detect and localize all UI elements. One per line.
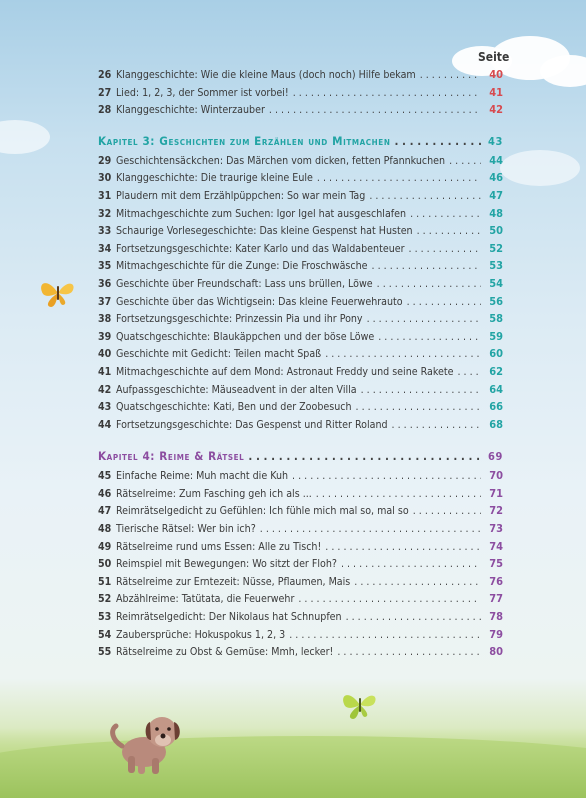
entry-title: Klanggeschichte: Winterzauber — [116, 104, 265, 117]
chapter-heading[interactable] — [98, 130, 503, 152]
entry-page: 79 — [489, 627, 503, 641]
entry-page: 60 — [489, 347, 503, 361]
entry-number: 27 — [98, 86, 112, 99]
dot-leader — [361, 382, 481, 400]
toc-entry[interactable] — [98, 416, 503, 434]
toc-entry[interactable] — [98, 257, 503, 275]
entry-page: 52 — [489, 241, 503, 255]
entry-number: 31 — [98, 189, 112, 202]
toc-entry[interactable] — [98, 187, 503, 205]
toc-entry[interactable] — [98, 240, 503, 258]
entry-number: 32 — [98, 207, 112, 220]
entry-number: 37 — [98, 295, 112, 308]
chapter-heading[interactable] — [98, 445, 503, 467]
dot-leader — [293, 85, 481, 103]
entry-page: 58 — [489, 312, 503, 326]
dot-leader — [420, 67, 481, 85]
entry-title: Mitmachgeschichte für die Zunge: Die Froschwäsche — [116, 260, 368, 273]
entry-title: Rätselreime zur Erntezeit: Nüsse, Pflaumen, Mais — [116, 575, 351, 588]
entry-page: 42 — [489, 103, 503, 117]
dot-leader — [410, 206, 481, 224]
entry-title: Abzählreime: Tatütata, die Feuerwehr — [116, 593, 295, 606]
dot-leader — [449, 153, 481, 171]
table-of-contents — [98, 66, 503, 661]
entry-page: 71 — [489, 486, 503, 500]
entry-page: 47 — [489, 188, 503, 202]
toc-entry[interactable] — [98, 293, 503, 311]
toc-entry[interactable] — [98, 643, 503, 661]
toc-entry[interactable] — [98, 275, 503, 293]
dot-leader — [248, 445, 481, 467]
dot-leader — [367, 311, 481, 329]
entry-page: 70 — [489, 469, 503, 483]
butterfly-icon — [38, 276, 78, 310]
toc-entry[interactable] — [98, 66, 503, 84]
entry-title: Mitmachgeschichte zum Suchen: Igor Igel hat ausgeschlafen — [116, 207, 407, 220]
entry-page: 78 — [489, 610, 503, 624]
toc-entry[interactable] — [98, 310, 503, 328]
dot-leader — [409, 241, 481, 259]
toc-entry[interactable] — [98, 381, 503, 399]
dot-leader — [377, 276, 481, 294]
dot-leader — [354, 574, 481, 592]
entry-page: 40 — [489, 68, 503, 81]
toc-entry[interactable] — [98, 467, 503, 485]
dot-leader — [337, 644, 481, 662]
entry-title: Geschichte über das Wichtigsein: Das kleine Feuerwehrauto — [116, 295, 403, 308]
entry-page: 41 — [489, 85, 503, 99]
entry-title: Rätselreime rund ums Essen: Alle zu Tisch! — [116, 540, 322, 553]
entry-page: 46 — [489, 171, 503, 185]
dot-leader — [325, 346, 481, 364]
entry-page: 74 — [489, 539, 503, 553]
dot-leader — [356, 399, 481, 417]
chapter-page: 69 — [488, 450, 503, 464]
entry-title: Aufpassgeschichte: Mäuseadvent in der alten Villa — [116, 383, 357, 396]
entry-page: 54 — [489, 276, 503, 290]
dot-leader — [407, 294, 481, 312]
toc-entry[interactable] — [98, 101, 503, 119]
toc-entry[interactable] — [98, 169, 503, 187]
dot-leader — [269, 102, 481, 120]
entry-page: 62 — [489, 364, 503, 378]
toc-entry[interactable] — [98, 485, 503, 503]
entry-number: 51 — [98, 575, 112, 588]
chapter-page: 43 — [488, 134, 503, 148]
entry-title: Geschichte über Freundschaft: Lass uns brüllen, Löwe — [116, 277, 373, 290]
entry-title: Reimrätselgedicht zu Gefühlen: Ich fühle mich mal so, mal so — [116, 505, 409, 518]
entry-number: 41 — [98, 365, 112, 378]
toc-entry[interactable] — [98, 608, 503, 626]
dot-leader — [341, 556, 481, 574]
toc-entry[interactable] — [98, 590, 503, 608]
toc-entry[interactable] — [98, 345, 503, 363]
toc-entry[interactable] — [98, 502, 503, 520]
toc-entry[interactable] — [98, 538, 503, 556]
dot-leader — [413, 503, 481, 521]
entry-title: Rätselreime: Zum Fasching geh ich als ... — [116, 487, 312, 500]
toc-entry[interactable] — [98, 152, 503, 170]
dot-leader — [292, 468, 481, 486]
entry-page: 73 — [489, 522, 503, 536]
entry-title: Schaurige Vorlesegeschichte: Das kleine Gespenst hat Husten — [116, 225, 413, 238]
entry-title: Quatschgeschichte: Kati, Ben und der Zoobesuch — [116, 401, 352, 414]
entry-number: 45 — [98, 470, 112, 483]
toc-entry[interactable] — [98, 398, 503, 416]
entry-title: Fortsetzungsgeschichte: Kater Karlo und das Waldabenteuer — [116, 242, 405, 255]
toc-entry[interactable] — [98, 205, 503, 223]
entry-number: 28 — [98, 104, 112, 117]
entry-number: 40 — [98, 348, 112, 361]
entry-title: Fortsetzungsgeschichte: Das Gespenst und Ritter Roland — [116, 418, 388, 431]
dot-leader — [394, 130, 481, 152]
dot-leader — [289, 627, 481, 645]
dot-leader — [378, 329, 481, 347]
entry-title: Tierische Rätsel: Wer bin ich? — [116, 523, 256, 536]
entry-page: 68 — [489, 417, 503, 431]
entry-title: Lied: 1, 2, 3, der Sommer ist vorbei! — [116, 86, 289, 99]
chapter-title: Kapitel 3: Geschichten zum Erzählen und Mitmachen — [98, 133, 391, 148]
toc-entry[interactable] — [98, 555, 503, 573]
entry-page: 53 — [489, 259, 503, 273]
entry-page: 44 — [489, 153, 503, 167]
entry-title: Geschichte mit Gedicht: Teilen macht Spaß — [116, 348, 322, 361]
entry-title: Klanggeschichte: Wie die kleine Maus (doch noch) Hilfe bekam — [116, 69, 416, 81]
entry-number: 42 — [98, 383, 112, 396]
toc-entry[interactable] — [98, 84, 503, 102]
entry-title: Reimspiel mit Bewegungen: Wo sitzt der Floh? — [116, 558, 337, 571]
entry-title: Einfache Reime: Muh macht die Kuh — [116, 470, 289, 483]
entry-title: Quatschgeschichte: Blaukäppchen und der böse Löwe — [116, 330, 375, 343]
butterfly-icon — [340, 688, 380, 722]
entry-number: 53 — [98, 611, 112, 624]
entry-number: 34 — [98, 242, 112, 255]
entry-title: Reimrätselgedicht: Der Nikolaus hat Schnupfen — [116, 611, 342, 624]
entry-number: 49 — [98, 540, 112, 553]
dot-leader — [298, 591, 481, 609]
entry-number: 30 — [98, 172, 112, 185]
entry-number: 38 — [98, 313, 112, 326]
entry-page: 77 — [489, 592, 503, 606]
dot-leader — [369, 188, 481, 206]
dot-leader — [372, 258, 481, 276]
entry-number: 35 — [98, 260, 112, 273]
toc-entry[interactable] — [98, 363, 503, 381]
entry-number: 46 — [98, 487, 112, 500]
dot-leader — [316, 486, 481, 504]
entry-number: 52 — [98, 593, 112, 606]
grass-hill — [0, 736, 586, 798]
entry-number: 55 — [98, 646, 112, 659]
entry-page: 80 — [489, 645, 503, 659]
entry-number: 54 — [98, 628, 112, 641]
dot-leader — [457, 364, 481, 382]
dot-leader — [260, 521, 481, 539]
entry-title: Rätselreime zu Obst & Gemüse: Mmh, lecker! — [116, 646, 334, 659]
dot-leader — [392, 417, 481, 435]
entry-page: 75 — [489, 557, 503, 571]
entry-number: 26 — [98, 69, 112, 81]
entry-number: 44 — [98, 418, 112, 431]
entry-number: 50 — [98, 558, 112, 571]
entry-number: 36 — [98, 277, 112, 290]
entry-number: 33 — [98, 225, 112, 238]
entry-page: 64 — [489, 382, 503, 396]
entry-page: 48 — [489, 206, 503, 220]
entry-page: 56 — [489, 294, 503, 308]
toc-entry[interactable] — [98, 573, 503, 591]
entry-number: 48 — [98, 523, 112, 536]
cloud — [500, 150, 580, 186]
toc-entry[interactable] — [98, 328, 503, 346]
chapter-title: Kapitel 4: Reime & Rätsel — [98, 449, 245, 464]
entry-page: 50 — [489, 224, 503, 238]
entry-number: 47 — [98, 505, 112, 518]
dot-leader — [346, 609, 481, 627]
entry-title: Mitmachgeschichte auf dem Mond: Astronaut Freddy und seine Rakete — [116, 365, 454, 378]
page-column-header: Seite — [478, 50, 510, 64]
entry-page: 59 — [489, 329, 503, 343]
entry-title: Plaudern mit dem Erzählpüppchen: So war mein Tag — [116, 189, 366, 202]
toc-entry[interactable] — [98, 222, 503, 240]
dot-leader — [317, 170, 481, 188]
entry-number: 39 — [98, 330, 112, 343]
entry-page: 76 — [489, 574, 503, 588]
entry-title: Zaubersprüche: Hokuspokus 1, 2, 3 — [116, 628, 286, 641]
entry-title: Fortsetzungsgeschichte: Prinzessin Pia und ihr Pony — [116, 313, 363, 326]
toc-entry[interactable] — [98, 626, 503, 644]
entry-title: Geschichtensäckchen: Das Märchen vom dicken, fetten Pfannkuchen — [116, 154, 446, 167]
dot-leader — [417, 223, 481, 241]
entry-title: Klanggeschichte: Die traurige kleine Eule — [116, 172, 313, 185]
dog-illustration — [104, 700, 190, 776]
entry-number: 43 — [98, 401, 112, 414]
entry-page: 66 — [489, 400, 503, 414]
entry-number: 29 — [98, 154, 112, 167]
toc-entry[interactable] — [98, 520, 503, 538]
entry-page: 72 — [489, 504, 503, 518]
dot-leader — [325, 539, 481, 557]
